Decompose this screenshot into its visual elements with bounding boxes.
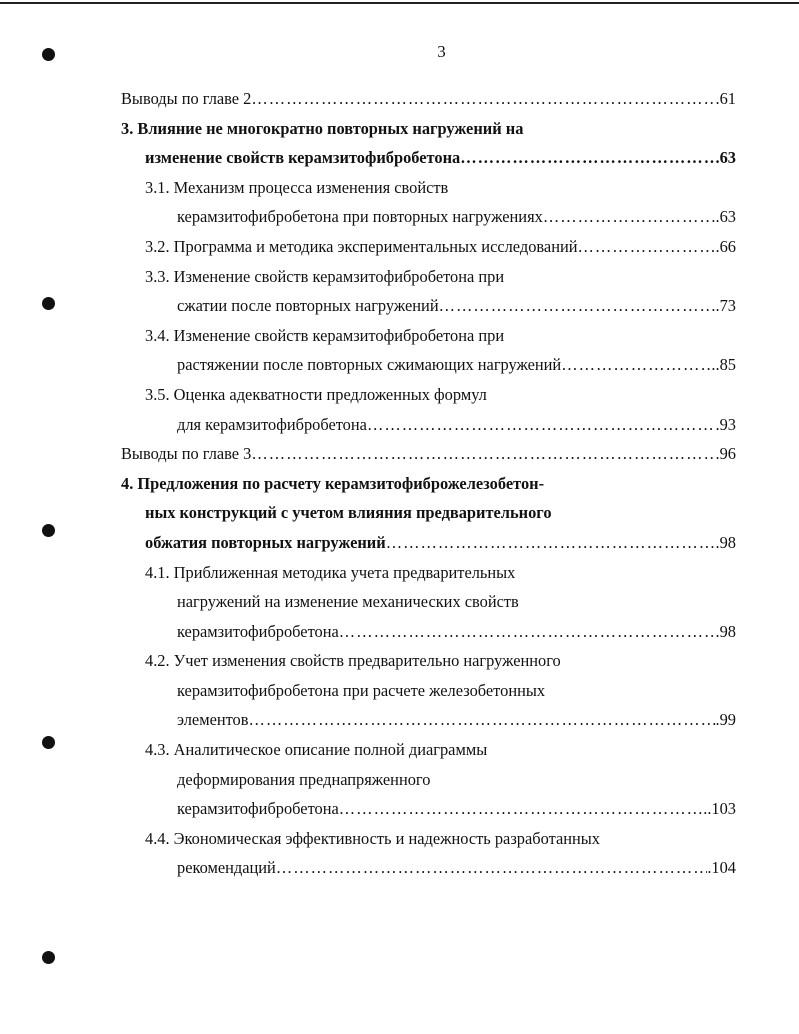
punch-hole-icon <box>42 524 55 537</box>
toc-section-3-4: 3.4. Изменение свойств керамзитофибробетона при <box>145 325 505 345</box>
toc-page: .99 <box>715 710 736 730</box>
toc-section-3-4-cont: растяжении после повторных сжимающих нагружений ………………………………………………………………………………………………………………………………………… ..85 <box>121 350 736 380</box>
punch-hole-icon <box>42 951 55 964</box>
toc-page: ..63 <box>711 207 736 227</box>
punch-hole-icon <box>42 297 55 310</box>
table-of-contents <box>121 84 736 883</box>
toc-section-4-2-cont: элементов ………………………………………………………………………………………………………………………………………… .99 <box>121 705 736 735</box>
toc-section-3-5-cont: для керамзитофибробетона ………………………………………………………………………………………………………………………………………… .93 <box>121 410 736 440</box>
toc-page: .98 <box>715 621 736 641</box>
toc-section-4-4: 4.4. Экономическая эффективность и надежность разработанных <box>145 828 600 848</box>
toc-section-4-2-cont: керамзитофибробетона при расчете железобетонных <box>177 680 546 700</box>
toc-chapter-4-title: 4. Предложения по расчету керамзитофиброжелезобетон- <box>121 473 545 493</box>
page-number: 3 <box>437 42 446 61</box>
toc-page: .66 <box>715 236 736 256</box>
toc-section-4-2: 4.2. Учет изменения свойств предварительно нагруженного <box>145 651 561 671</box>
toc-section-3-2: 3.2. Программа и методика экспериментальных исследований ………………………………………………………………………………………………………………………………………… .66 <box>121 232 736 262</box>
toc-page: ..103 <box>703 799 736 819</box>
toc-page: .61 <box>715 89 736 108</box>
toc-section-4-3-cont: деформирования преднапряженного <box>177 769 431 789</box>
toc-section-4-4-cont: рекомендаций ………………………………………………………………………………………………………………………………………… .104 <box>121 853 736 883</box>
toc-section-3-3-cont: сжатии после повторных нагружений ………………………………………………………………………………………………………………………………………… ..73 <box>121 291 736 321</box>
toc-page: .98 <box>715 532 736 552</box>
top-border-line <box>0 2 799 4</box>
toc-page: .104 <box>707 858 736 878</box>
toc-page: .93 <box>715 414 736 434</box>
toc-section-4-1-cont: нагружений на изменение механических свойств <box>177 592 519 612</box>
toc-section-3-1-cont: керамзитофибробетона при повторных нагружениях ………………………………………………………………………………………………………………………………………… ..63 <box>121 202 736 232</box>
toc-page: ..73 <box>711 296 736 316</box>
toc-chapter-4-title-cont: ных конструкций с учетом влияния предварительного <box>145 503 552 523</box>
toc-page: .96 <box>715 444 736 464</box>
toc-entry-conclusions-ch2: Выводы по главе 2 ………………………………………………………………………………………………………………………………………… .61 <box>121 84 736 114</box>
punch-hole-icon <box>42 736 55 749</box>
toc-section-4-3-cont: керамзитофибробетона ………………………………………………………………………………………………………………………………………… ..103 <box>121 794 736 824</box>
toc-chapter-3-title: 3. Влияние не многократно повторных нагружений на <box>121 118 524 138</box>
toc-section-3-3: 3.3. Изменение свойств керамзитофибробетона при <box>145 266 505 286</box>
toc-section-3-1: 3.1. Механизм процесса изменения свойств <box>145 177 449 197</box>
toc-page: ..85 <box>711 355 736 375</box>
toc-section-4-1: 4.1. Приближенная методика учета предварительных <box>145 562 516 582</box>
toc-chapter-3-title-cont: изменение свойств керамзитофибробетона ………………………………………………………………………………………………………………………………………… .63 <box>121 143 736 173</box>
toc-chapter-4-title-cont: обжатия повторных нагружений ………………………………………………………………………………………………………………………………………… .98 <box>121 528 736 558</box>
toc-section-4-3: 4.3. Аналитическое описание полной диаграммы <box>145 740 488 760</box>
toc-page: .63 <box>715 148 736 168</box>
toc-section-3-5: 3.5. Оценка адекватности предложенных формул <box>145 384 487 404</box>
toc-entry-conclusions-ch3: Выводы по главе 3 ………………………………………………………………………………………………………………………………………… .96 <box>121 439 736 469</box>
toc-section-4-1-cont: керамзитофибробетона ………………………………………………………………………………………………………………………………………… .98 <box>121 617 736 647</box>
